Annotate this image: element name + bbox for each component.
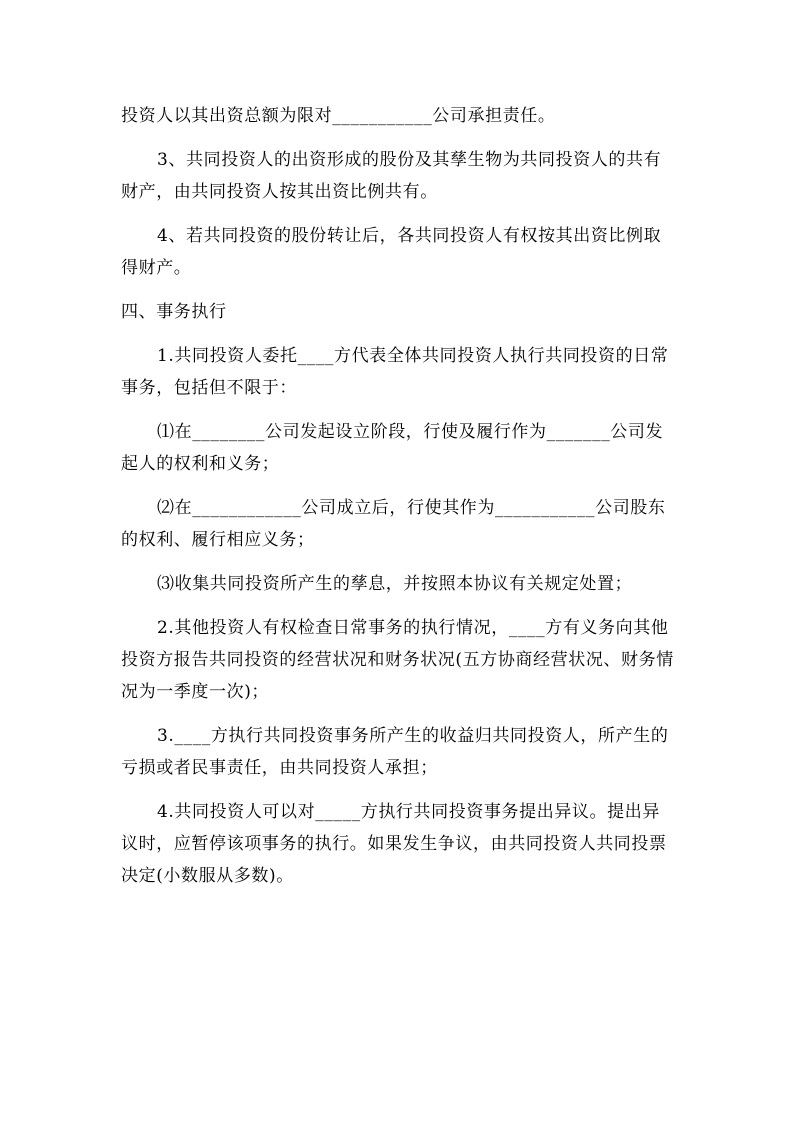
paragraph-liability: 投资人以其出资总额为限对___________公司承担责任。 xyxy=(121,106,556,126)
paragraph-profit-loss: 3.____方执行共同投资事务所产生的收益归共同投资人，所产生的亏损或者民事责任，由共同投资人承担； xyxy=(121,726,669,778)
document-body xyxy=(121,100,675,892)
list-item-collect-interest: ⑶收集共同投资所产生的孳息，并按照本协议有关规定处置； xyxy=(157,574,633,594)
list-item-founding-stage: ⑴在________公司发起设立阶段，行使及履行作为_______公司发起人的权利和义务； xyxy=(121,422,664,474)
paragraph-entrust-executor: 1.共同投资人委托____方代表全体共同投资人执行共同投资的日常事务，包括但不限于： xyxy=(121,346,669,398)
paragraph-share-transfer: 4、若共同投资的股份转让后，各共同投资人有权按其出资比例取得财产。 xyxy=(121,226,662,278)
list-item-after-establishment: ⑵在____________公司成立后，行使其作为___________公司股东的权利、履行相应义务； xyxy=(121,498,666,550)
paragraph-objection: 4.共同投资人可以对_____方执行共同投资事务提出异议。提出异议时，应暂停该项事务的执行。如果发生争议，由共同投资人共同投票决定(小数服从多数)。 xyxy=(121,802,667,886)
paragraph-inspection-rights: 2.其他投资人有权检查日常事务的执行情况，____方有义务向其他投资方报告共同投资的经营状况和财务状况(五方协商经营状况、财务情况为一季度一次)； xyxy=(121,618,674,702)
section-heading-affairs: 四、事务执行 xyxy=(121,302,227,322)
paragraph-shared-property: 3、共同投资人的出资形成的股份及其孳生物为共同投资人的共有财产，由共同投资人按其出资比例共有。 xyxy=(121,150,662,202)
